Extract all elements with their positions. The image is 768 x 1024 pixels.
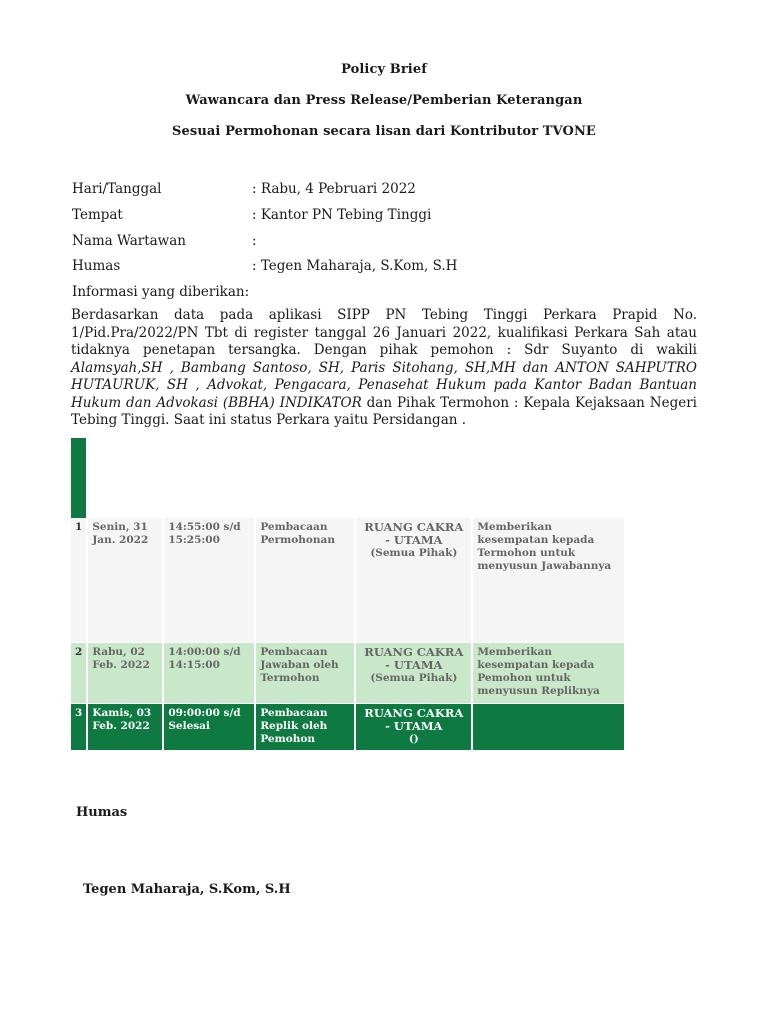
row-agenda: Pembacaan Permohonan [255,518,355,643]
field-journalist-label: Nama Wartawan [72,233,186,249]
table-row [71,518,625,643]
row-time: 09:00:00 s/d Selesai [163,704,255,751]
row-note: Memberikan kesempatan kepada Termohon untuk menyusun Jawabannya [472,518,625,643]
doc-subtitle-source: Sesuai Permohonan secara lisan dari Kontributor TVONE [172,124,596,139]
field-date-value: : Rabu, 4 Pebruari 2022 [252,181,416,197]
room-parties: () [408,733,419,745]
signature-role: Humas [76,805,128,820]
field-journalist-value: : [252,233,257,249]
schedule-table [71,518,626,751]
signature-name: Tegen Maharaja, S.Kom, S.H [83,882,291,897]
table-row [71,704,625,751]
row-agenda: Pembacaan Jawaban oleh Termohon [255,643,355,704]
row-number: 2 [71,643,87,704]
row-number: 3 [71,704,87,751]
field-place-label: Tempat [72,207,123,223]
row-number: 1 [71,518,87,643]
room-name: RUANG CAKRA - UTAMA [364,520,464,547]
row-date: Kamis, 03 Feb. 2022 [87,704,163,751]
row-date: Senin, 31 Jan. 2022 [87,518,163,643]
field-date-label: Hari/Tanggal [72,181,162,197]
paragraph-part-3: dan Pihak Termohon : Kepala Kejaksaan Negeri Tebing Tinggi. Saat ini status Perkara yaitu Persidangan . [71,394,697,428]
doc-title: Policy Brief [341,62,427,77]
table-header-bar [71,438,86,518]
room-name: RUANG CAKRA - UTAMA [364,706,464,733]
paragraph-part-1: Berdasarkan data pada aplikasi SIPP PN Tebing Tinggi Perkara Prapid No. 1/Pid.Pra/2022/PN Tbt di register tanggal 26 Januari 2022, kualifikasi Perkara Sah atau tidaknya penetapan tersangka. Dengan pihak pemohon : Sdr Suyanto di wakili [71,307,697,358]
row-date: Rabu, 02 Feb. 2022 [87,643,163,704]
row-time: 14:00:00 s/d 14:15:00 [163,643,255,704]
row-note [472,704,625,751]
row-room [355,704,472,751]
field-humas-value: : Tegen Maharaja, S.Kom, S.H [252,258,458,274]
room-parties: (Semua Pihak) [370,547,458,559]
field-humas-label: Humas [72,258,121,274]
row-note: Memberikan kesempatan kepada Pemohon untuk menyusun Repliknya [472,643,625,704]
row-agenda: Pembacaan Replik oleh Pemohon [255,704,355,751]
info-heading: Informasi yang diberikan: [72,284,250,300]
room-name: RUANG CAKRA - UTAMA [364,645,464,672]
body-paragraph [71,307,697,430]
room-parties: (Semua Pihak) [370,672,458,684]
row-room [355,518,472,643]
row-time: 14:55:00 s/d 15:25:00 [163,518,255,643]
doc-subtitle: Wawancara dan Press Release/Pemberian Keterangan [185,93,583,108]
field-place-value: : Kantor PN Tebing Tinggi [252,207,432,223]
row-room [355,643,472,704]
paragraph-part-2-italic: Alamsyah,SH , Bambang Santoso, SH, Paris Sitohang, SH,MH dan ANTON SAHPUTRO HUTAURUK, SH , Advokat, Pengacara, Penasehat Hukum pada Kantor Badan Bantuan Hukum dan Advokasi (BBHA) INDIKATOR [71,359,697,411]
table-row [71,643,625,704]
